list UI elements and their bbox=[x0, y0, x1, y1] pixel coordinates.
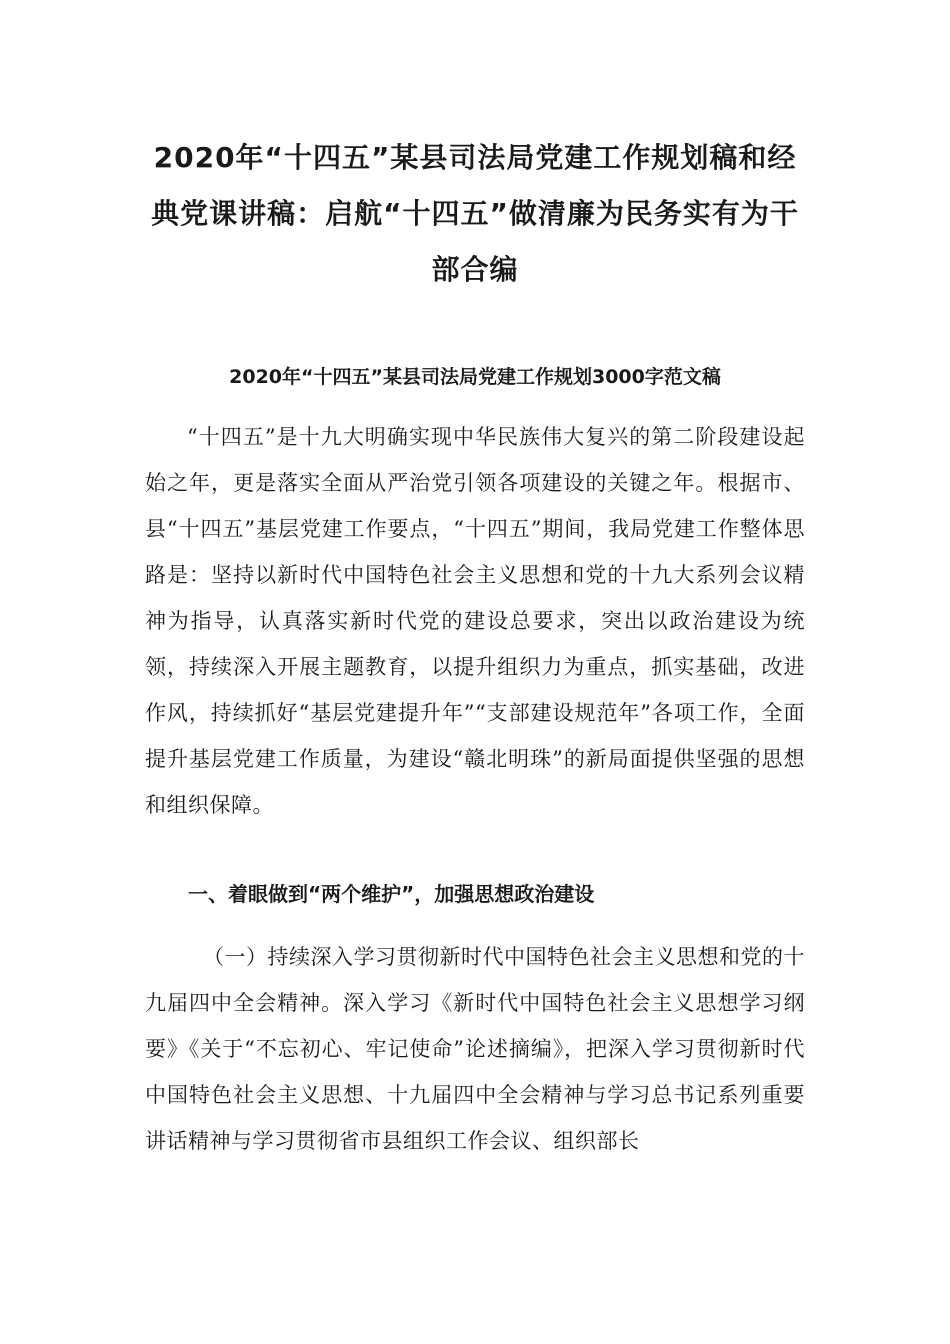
paragraph-section-1: （一）持续深入学习贯彻新时代中国特色社会主义思想和党的十九届四中全会精神。深入学习《新时代中国特色社会主义思想学习纲要》《关于“不忘初心、牢记使命”论述摘编》，把深入学习贯彻新时代中国特色社会主义思想、十九届四中全会精神与学习总书记系列重要讲话精神与学习贯彻省市县组织工作会议、组织部长 bbox=[145, 945, 805, 1153]
document-subtitle: 2020年“十四五”某县司法局党建工作规划3000字范文稿 bbox=[229, 366, 721, 388]
paragraph-intro: “十四五”是十九大明确实现中华民族伟大复兴的第二阶段建设起始之年，更是落实全面从严治党引领各项建设的关键之年。根据市、县“十四五”基层党建工作要点，“十四五”期间，我局党建工作整体思路是：坚持以新时代中国特色社会主义思想和党的十九大系列会议精神为指导，认真落实新时代党的建设总要求，突出以政治建设为统领，持续深入开展主题教育，以提升组织力为重点，抓实基础，改进作风，持续抓好“基层党建提升年”“支部建设规范年”各项工作，全面提升基层党建工作质量，为建设“赣北明珠”的新局面提供坚强的思想和组织保障。 bbox=[145, 425, 805, 817]
section-heading: 一、着眼做到“两个维护”，加强思想政治建设 bbox=[188, 882, 595, 906]
document-title: 2020年“十四五”某县司法局党建工作规划稿和经典党课讲稿：启航“十四五”做清廉为民务实有为干部合编 bbox=[151, 141, 799, 286]
